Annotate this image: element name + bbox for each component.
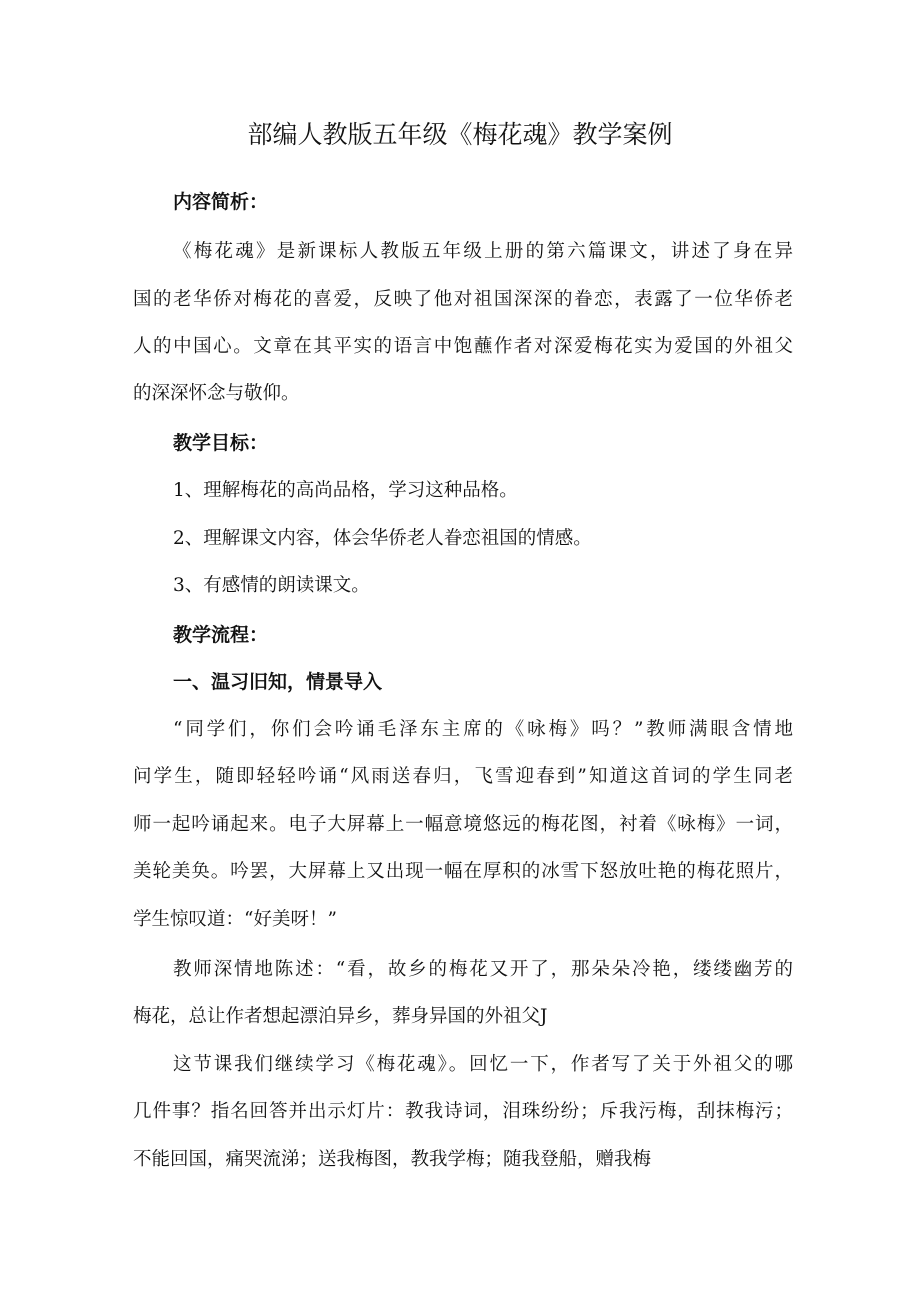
process-paragraph-line: “同学们，你们会吟诵毛泽东主席的《咏梅》吗？”教师满眼含情地: [173, 719, 793, 740]
teaching-goal-item: 3、有感情的朗读课文。: [173, 575, 370, 596]
document-title: 部编人教版五年级《梅花魂》教学案例: [247, 120, 673, 149]
process-paragraph-line: 问学生，随即轻轻吟诵“风雨送春归，飞雪迎春到”知道这首词的学生同老: [133, 766, 793, 787]
process-paragraph-line: 美轮美奂。吟罢，大屏幕上又出现一幅在厚积的冰雪下怒放吐艳的梅花照片，: [133, 861, 793, 882]
content-summary-line: 国的老华侨对梅花的喜爱，反映了他对祖国深深的眷恋，表露了一位华侨老: [133, 289, 793, 310]
teaching-process-heading: 教学流程：: [173, 624, 269, 646]
content-summary-line: 的深深怀念与敬仰。: [133, 383, 300, 404]
process-paragraph-line: 学生惊叹道：“好美呀！”: [133, 909, 337, 930]
content-summary-heading: 内容简析：: [173, 191, 269, 213]
teaching-goal-item: 1、理解梅花的高尚品格，学习这种品格。: [173, 480, 518, 501]
content-summary-line: 人的中国心。文章在其平实的语言中饱蘸作者对深爱梅花实为爱国的外祖父: [133, 336, 793, 357]
process-paragraph-line: 教师深情地陈述：“看，故乡的梅花又开了，那朵朵冷艳，缕缕幽芳的: [173, 959, 793, 980]
teaching-goal-item: 2、理解课文内容，体会华侨老人眷恋祖国的情感。: [173, 528, 592, 549]
process-paragraph-line: 梅花，总让作者想起漂泊异乡，葬身异国的外祖父J: [133, 1006, 548, 1027]
process-paragraph-line: 师一起吟诵起来。电子大屏幕上一幅意境悠远的梅花图，衬着《咏梅》一词，: [133, 814, 793, 835]
process-paragraph-line: 这节课我们继续学习《梅花魂》。回忆一下，作者写了关于外祖父的哪: [173, 1054, 793, 1075]
process-step-heading: 一、温习旧知，情景导入: [173, 671, 383, 693]
content-summary-line: 《梅花魂》是新课标人教版五年级上册的第六篇课文，讲述了身在异: [173, 241, 793, 262]
teaching-goals-heading: 教学目标：: [173, 432, 269, 454]
process-paragraph-line: 几件事？指名回答并出示灯片：教我诗词，泪珠纷纷；斥我污梅，刮抹梅污；: [133, 1101, 793, 1122]
process-paragraph-line: 不能回国，痛哭流涕；送我梅图，教我学梅；随我登船，赠我梅: [133, 1149, 652, 1170]
